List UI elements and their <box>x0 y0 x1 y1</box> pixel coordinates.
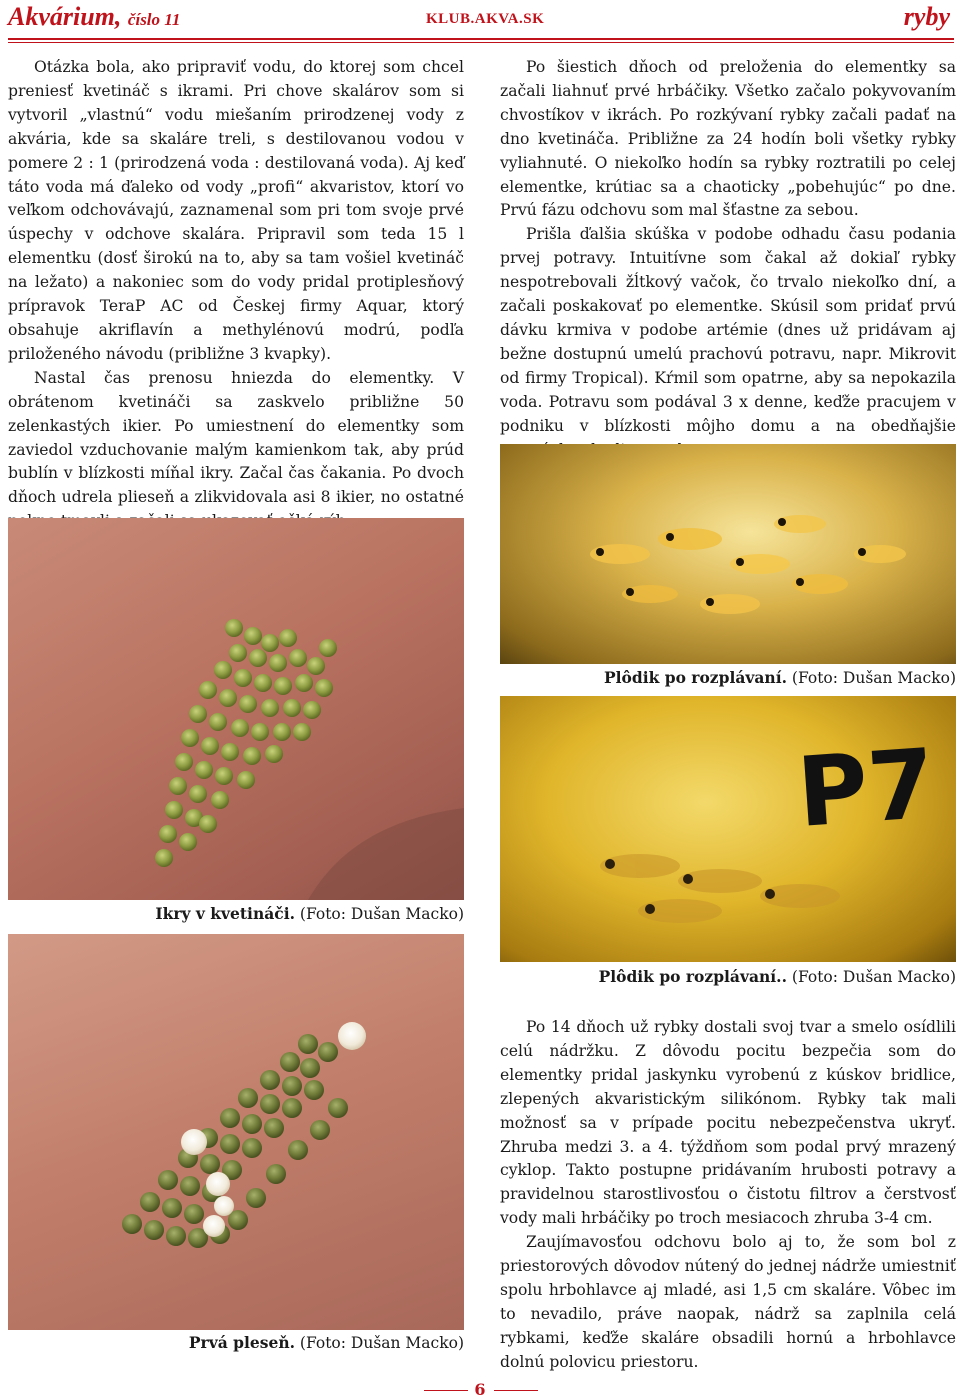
photo-eggs <box>8 518 464 900</box>
paragraph: Zaujímavosťou odchovu bolo aj to, že som bol z priestorových dôvodov nútený do jednej nádrže umiestniť spolu hrbohlavce aj mladé, asi 1,5 cm skaláre. Vôbec im to nevadilo, práve naopak, nádrž sa zaplnila celá rybkami, keďže skaláre obsadili hornú a hrbohlavce dolnú polovicu priestoru. <box>500 1233 956 1371</box>
tank-label: P7 <box>793 727 939 849</box>
caption-title: Plôdik po rozplávaní.. <box>598 967 787 986</box>
caption-title: Prvá pleseň. <box>188 1333 295 1352</box>
left-column-text <box>8 56 464 534</box>
page-header <box>8 2 954 36</box>
paragraph: Po 14 dňoch už rybky dostali svoj tvar a smelo osídlili celú nádržku. Z dôvodu pocitu bezpečia som do elementky pridal jaskynku vyrobenú z kúskov bridlice, zlepených akvaristickým silikónom. Rybky tak mali možnosť sa v prípade pocitu nebezpečenstva ukryť. Zhruba medzi 3. a 4. týždňom som podal prvý mrazený cyklop. Takto postupne pridávaním hrubosti potravy a pravidelnou starostlivosťou o čistotu filtrov a čerstvosť vody mali hrbáčiky po troch mesiacoch zhruba 3-4 cm. <box>500 1018 956 1228</box>
photo-fry-1 <box>500 444 956 664</box>
photo-fry-2 <box>500 696 956 962</box>
right-column-text-top <box>500 56 956 462</box>
magazine-name: Akvárium, <box>8 2 122 31</box>
fry-tank-illustration <box>500 696 956 962</box>
caption-credit: (Foto: Dušan Macko) <box>294 1334 464 1352</box>
paragraph: Po šiestich dňoch od preloženia do elementky sa začali liahnuť prvé hrbáčiky. Všetko začalo pokyvovaním chvostíkov v ikrách. Po rozkývaní rybky začali padať na dno kvetináča. Približne za 24 hodín boli všetky rybky vyliahnuté. O niekoľko hodín sa rybky roztratili po celej elementke, krútiac sa a chaoticky „pobehujúc“ po dne. Prvú fázu odchovu som mal šťastne za sebou. <box>500 58 956 220</box>
footer-rule-right <box>494 1390 538 1391</box>
caption-fry-2 <box>500 967 956 986</box>
caption-credit: (Foto: Dušan Macko) <box>786 968 956 986</box>
mold-illustration <box>8 934 464 1330</box>
section-name: ryby <box>903 2 950 31</box>
caption-title: Ikry v kvetináči. <box>155 904 295 923</box>
caption-fry-1 <box>500 668 956 687</box>
paragraph: Otázka bola, ako pripraviť vodu, do ktorej som chcel preniesť kvetináč s ikrami. Pri chove skalárov som si vytvoril „vlastnú“ vodu miešaním prirodzenej vody z akvária, kde sa skaláre treli, s destilovanou vodou v pomere 2 : 1 (prirodzená voda : destilovaná voda). Aj keď táto voda má ďaleko od vody „profi“ akvaristov, ktorí vo veľkom odchovávajú, zaznamenal som pri tom svoje prvé úspechy v odchove skalára. Pripravil som teda 15 l elementku (dosť širokú na to, aby sa tam vošiel kvetináč na ležato) a nakoniec som do vody pridal protiplesňový prípravok TeraP AC od Českej firmy Aquar, ktorý obsahuje akriflavín a methylénovú modrú, podľa priloženého návodu (približne 3 kvapky). <box>8 58 464 363</box>
right-column-text-bottom <box>500 1016 956 1375</box>
fry-illustration <box>500 444 956 664</box>
magazine-title <box>8 2 180 32</box>
header-rule-thin <box>8 42 954 43</box>
site-name[interactable]: KLUB.AKVA.SK <box>426 11 545 27</box>
caption-credit: (Foto: Dušan Macko) <box>786 669 956 687</box>
header-rule <box>8 38 954 40</box>
photo-mold <box>8 934 464 1330</box>
paragraph: Nastal čas prenosu hniezda do elementky. V obrátenom kvetináči sa zaskvelo približne 50 zelenkastých ikier. Po umiestnení do elementky som zaviedol vzduchovanie malým kamienkom tak, aby prúd bublín v blízkosti míňal ikry. Začal čas čakania. Po dvoch dňoch udrela plieseň a zlikvidovala asi 8 ikier, no ostatné <box>8 368 464 507</box>
eggs-illustration <box>8 518 464 900</box>
caption-mold <box>8 1333 464 1352</box>
issue-number: číslo 11 <box>127 10 181 29</box>
paragraph: Prišla ďalšia skúška v podobe odhadu času podania prvej potravy. Intuitívne som čakal až dokiaľ rybky nespotrebovali žĺtkový vačok, čo trvalo niekoľko dní, a začali poskakovať po elementke. Skúsil som pridať prvú dávku krmiva v podobe artémie (dnes už pridávam aj bežne dostupnú umelú prachovú potravu, napr. Mikrovit od firmy Tropical). Kŕmil som opatrne, aby sa nepokazila voda. Potravu som podával 3 x denne, keďže pracujem v podniku v blízkosti môjho domu a na obedňajšie <box>500 225 956 435</box>
caption-eggs <box>8 904 464 923</box>
caption-title: Plôdik po rozplávaní. <box>603 668 787 687</box>
page-number: 6 <box>474 1380 486 1399</box>
caption-credit: (Foto: Dušan Macko) <box>294 905 464 923</box>
